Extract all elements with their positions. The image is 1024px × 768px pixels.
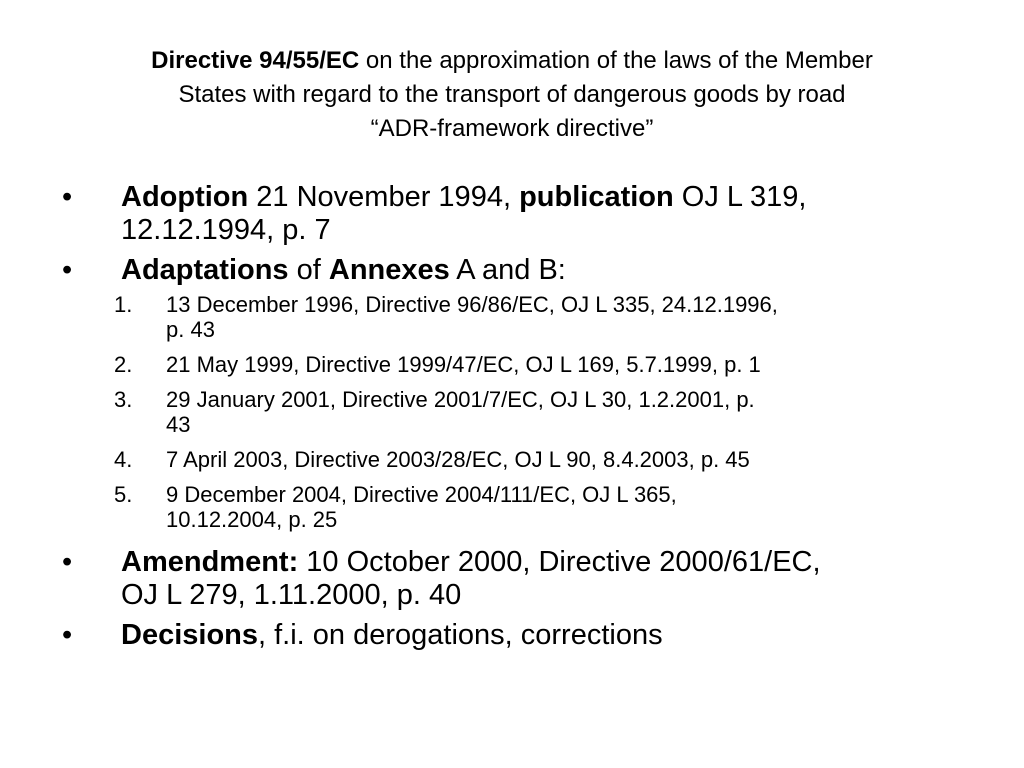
list-number: 2. bbox=[114, 352, 133, 377]
bullet-dot: • bbox=[62, 619, 73, 651]
adaptations-line bbox=[121, 254, 964, 287]
list-item bbox=[0, 352, 1024, 377]
bullet-adoption bbox=[0, 181, 1024, 247]
bullet-list bbox=[0, 181, 1024, 659]
list-number: 4. bbox=[114, 447, 133, 472]
list-item-line-2: p. 43 bbox=[166, 317, 215, 342]
slide-title bbox=[40, 44, 984, 146]
title-line-1-text: on the approximation of the laws of the Member bbox=[359, 47, 873, 74]
title-line-3: “ADR-framework directive” bbox=[370, 115, 654, 142]
bullet-dot: • bbox=[62, 254, 73, 286]
publication-ref: OJ L 319, bbox=[673, 181, 807, 213]
title-line-2: States with regard to the transport of dangerous goods by road bbox=[178, 81, 846, 108]
adaptations-sublist bbox=[0, 292, 1024, 532]
adoption-date: 21 November 1994, bbox=[248, 181, 520, 213]
bullet-dot: • bbox=[62, 181, 73, 213]
adoption-label: Adoption bbox=[121, 181, 249, 213]
amendment-label: Amendment: bbox=[121, 546, 299, 578]
list-item-line-2: 10.12.2004, p. 25 bbox=[166, 507, 338, 532]
list-item-line-1: 21 May 1999, Directive 1999/47/EC, OJ L 169, 5.7.1999, p. 1 bbox=[166, 352, 761, 377]
annexes-label: Annexes bbox=[328, 254, 450, 286]
adaptations-of: of bbox=[288, 254, 329, 286]
bullet-dot: • bbox=[62, 546, 73, 578]
list-item-line-1: 13 December 1996, Directive 96/86/EC, OJ L 335, 24.12.1996, bbox=[166, 292, 778, 317]
adaptations-rest: A and B: bbox=[449, 254, 566, 286]
amendment-line-2: OJ L 279, 1.11.2000, p. 40 bbox=[121, 579, 462, 611]
list-number: 5. bbox=[114, 482, 133, 507]
list-item-line-1: 9 December 2004, Directive 2004/111/EC, OJ L 365, bbox=[166, 482, 677, 507]
list-number: 1. bbox=[114, 292, 133, 317]
decisions-label: Decisions bbox=[121, 619, 258, 651]
adaptations-label: Adaptations bbox=[121, 254, 289, 286]
amendment-text: 10 October 2000, Directive 2000/61/EC, bbox=[298, 546, 821, 578]
publication-label: publication bbox=[519, 181, 674, 213]
list-number: 3. bbox=[114, 387, 133, 412]
adoption-line-2: 12.12.1994, p. 7 bbox=[121, 214, 331, 246]
decisions-line bbox=[121, 619, 964, 652]
bullet-adaptations bbox=[0, 254, 1024, 287]
list-item bbox=[0, 387, 1024, 437]
amendment-line-1 bbox=[121, 546, 964, 579]
list-item bbox=[0, 447, 1024, 472]
decisions-text: , f.i. on derogations, corrections bbox=[258, 619, 663, 651]
list-item bbox=[0, 292, 1024, 342]
title-line-1 bbox=[40, 44, 984, 78]
list-item bbox=[0, 482, 1024, 532]
adoption-line-1 bbox=[121, 181, 964, 214]
list-item-line-1: 29 January 2001, Directive 2001/7/EC, OJ L 30, 1.2.2001, p. bbox=[166, 387, 755, 412]
list-item-line-1: 7 April 2003, Directive 2003/28/EC, OJ L 90, 8.4.2003, p. 45 bbox=[166, 447, 750, 472]
bullet-decisions bbox=[0, 619, 1024, 652]
bullet-amendment bbox=[0, 546, 1024, 612]
list-item-line-2: 43 bbox=[166, 412, 191, 437]
directive-code: Directive 94/55/EC bbox=[151, 47, 360, 74]
